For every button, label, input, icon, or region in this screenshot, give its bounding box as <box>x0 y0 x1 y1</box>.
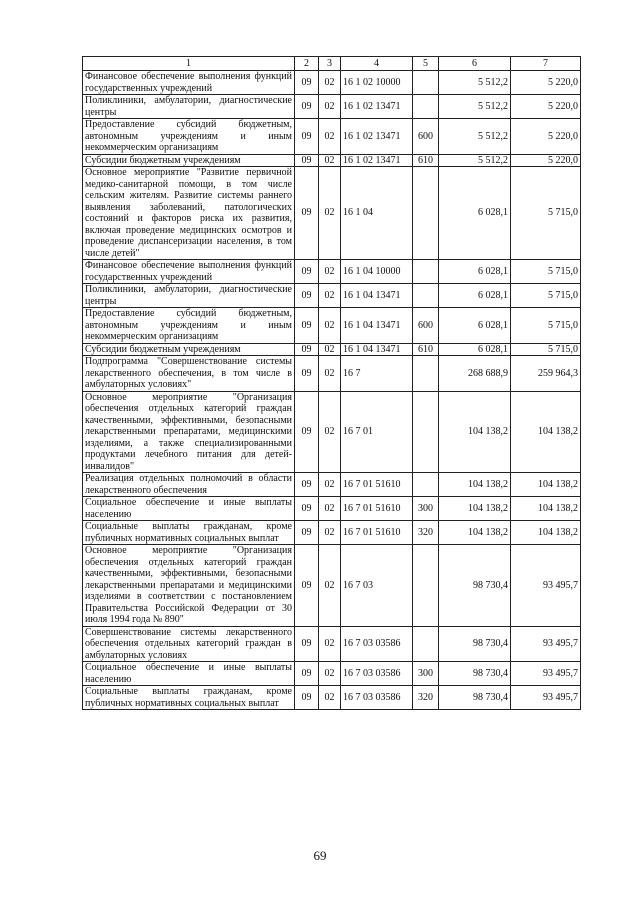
section-code-cell: 09 <box>295 521 319 545</box>
amount-year2-cell: 5 220,0 <box>511 95 581 119</box>
expense-type-cell <box>413 356 439 392</box>
header-row <box>83 57 581 71</box>
expense-type-cell: 320 <box>413 521 439 545</box>
row-name-cell: Основное мероприятие "Организация обеспечения отдельных категорий граждан качественными, эффективными, безопасными лекарственными препаратами и медицинскими изделиями в соответствии с постановлением Правительства Российской Федерации от 30 июля 1994 года № 890" <box>83 545 295 627</box>
section-code-cell: 09 <box>295 391 319 473</box>
amount-year2-cell: 5 220,0 <box>511 71 581 95</box>
expense-type-cell <box>413 545 439 627</box>
table-row <box>83 343 581 356</box>
expense-type-cell <box>413 71 439 95</box>
amount-year1-cell: 104 138,2 <box>439 391 511 473</box>
amount-year2-cell: 5 715,0 <box>511 343 581 356</box>
amount-year1-cell: 98 730,4 <box>439 626 511 662</box>
amount-year1-cell: 5 512,2 <box>439 154 511 167</box>
subsection-code-cell: 02 <box>319 167 341 260</box>
row-name-cell: Предоставление субсидий бюджетным, автономным учреждениям и иным некоммерческим организациям <box>83 119 295 155</box>
amount-year1-cell: 6 028,1 <box>439 284 511 308</box>
section-code-cell: 09 <box>295 71 319 95</box>
target-article-cell: 16 1 04 13471 <box>341 284 413 308</box>
row-name-cell: Предоставление субсидий бюджетным, автономным учреждениям и иным некоммерческим организациям <box>83 308 295 344</box>
table-row <box>83 284 581 308</box>
expense-type-cell: 610 <box>413 343 439 356</box>
target-article-cell: 16 1 04 <box>341 167 413 260</box>
target-article-cell: 16 7 01 <box>341 391 413 473</box>
row-name-cell: Подпрограмма "Совершенствование системы лекарственного обеспечения, в том числе в амбулаторных условиях" <box>83 356 295 392</box>
subsection-code-cell: 02 <box>319 119 341 155</box>
section-code-cell: 09 <box>295 497 319 521</box>
amount-year2-cell: 5 715,0 <box>511 284 581 308</box>
target-article-cell: 16 1 02 13471 <box>341 154 413 167</box>
subsection-code-cell: 02 <box>319 521 341 545</box>
section-code-cell: 09 <box>295 284 319 308</box>
target-article-cell: 16 7 03 03586 <box>341 626 413 662</box>
row-name-cell: Основное мероприятие "Организация обеспечения отдельных категорий граждан качественными, эффективными, безопасными лекарственными препаратами, медицинскими изделиями, а также специализированными продуктами лечебного питания для детей-инвалидов" <box>83 391 295 473</box>
table-row <box>83 686 581 710</box>
table-row <box>83 391 581 473</box>
target-article-cell: 16 7 03 03586 <box>341 662 413 686</box>
amount-year1-cell: 98 730,4 <box>439 545 511 627</box>
row-name-cell: Реализация отдельных полномочий в области лекарственного обеспечения <box>83 473 295 497</box>
amount-year1-cell: 5 512,2 <box>439 119 511 155</box>
amount-year2-cell: 93 495,7 <box>511 686 581 710</box>
table-row <box>83 95 581 119</box>
target-article-cell: 16 7 01 51610 <box>341 497 413 521</box>
subsection-code-cell: 02 <box>319 545 341 627</box>
column-header: 6 <box>439 57 511 71</box>
column-header: 4 <box>341 57 413 71</box>
target-article-cell: 16 1 02 13471 <box>341 95 413 119</box>
amount-year2-cell: 5 220,0 <box>511 119 581 155</box>
target-article-cell: 16 7 03 <box>341 545 413 627</box>
section-code-cell: 09 <box>295 154 319 167</box>
table-row <box>83 662 581 686</box>
expense-type-cell: 610 <box>413 154 439 167</box>
expense-type-cell: 300 <box>413 497 439 521</box>
row-name-cell: Субсидии бюджетным учреждениям <box>83 343 295 356</box>
expense-type-cell <box>413 473 439 497</box>
amount-year2-cell: 104 138,2 <box>511 497 581 521</box>
table-row <box>83 545 581 627</box>
target-article-cell: 16 7 01 51610 <box>341 521 413 545</box>
amount-year2-cell: 5 220,0 <box>511 154 581 167</box>
target-article-cell: 16 1 04 13471 <box>341 308 413 344</box>
amount-year1-cell: 6 028,1 <box>439 167 511 260</box>
subsection-code-cell: 02 <box>319 154 341 167</box>
section-code-cell: 09 <box>295 308 319 344</box>
section-code-cell: 09 <box>295 662 319 686</box>
amount-year2-cell: 93 495,7 <box>511 662 581 686</box>
row-name-cell: Совершенствование системы лекарственного обеспечения отдельных категорий граждан в амбулаторных условиях <box>83 626 295 662</box>
section-code-cell: 09 <box>295 626 319 662</box>
expense-type-cell: 320 <box>413 686 439 710</box>
table-row <box>83 473 581 497</box>
row-name-cell: Социальное обеспечение и иные выплаты населению <box>83 497 295 521</box>
column-header: 7 <box>511 57 581 71</box>
row-name-cell: Финансовое обеспечение выполнения функций государственных учреждений <box>83 260 295 284</box>
subsection-code-cell: 02 <box>319 95 341 119</box>
section-code-cell: 09 <box>295 545 319 627</box>
target-article-cell: 16 1 04 10000 <box>341 260 413 284</box>
expense-type-cell <box>413 260 439 284</box>
table-row <box>83 308 581 344</box>
expense-type-cell <box>413 391 439 473</box>
column-header: 5 <box>413 57 439 71</box>
row-name-cell: Субсидии бюджетным учреждениям <box>83 154 295 167</box>
amount-year1-cell: 5 512,2 <box>439 95 511 119</box>
expense-type-cell <box>413 167 439 260</box>
column-header: 2 <box>295 57 319 71</box>
column-header: 1 <box>83 57 295 71</box>
target-article-cell: 16 7 03 03586 <box>341 686 413 710</box>
amount-year2-cell: 5 715,0 <box>511 167 581 260</box>
amount-year1-cell: 6 028,1 <box>439 308 511 344</box>
subsection-code-cell: 02 <box>319 626 341 662</box>
amount-year2-cell: 104 138,2 <box>511 521 581 545</box>
amount-year1-cell: 268 688,9 <box>439 356 511 392</box>
amount-year2-cell: 5 715,0 <box>511 308 581 344</box>
amount-year1-cell: 6 028,1 <box>439 260 511 284</box>
target-article-cell: 16 7 01 51610 <box>341 473 413 497</box>
table-row <box>83 521 581 545</box>
table-row <box>83 260 581 284</box>
amount-year1-cell: 5 512,2 <box>439 71 511 95</box>
table-row <box>83 154 581 167</box>
subsection-code-cell: 02 <box>319 284 341 308</box>
row-name-cell: Поликлиники, амбулатории, диагностические центры <box>83 284 295 308</box>
page-number: 69 <box>313 848 327 863</box>
section-code-cell: 09 <box>295 686 319 710</box>
expense-type-cell: 300 <box>413 662 439 686</box>
amount-year1-cell: 104 138,2 <box>439 473 511 497</box>
table-body <box>83 71 581 710</box>
subsection-code-cell: 02 <box>319 497 341 521</box>
row-name-cell: Основное мероприятие "Развитие первичной медико-санитарной помощи, в том числе сельским жителям. Развитие системы раннего выявления заболеваний, патологических состояний и факторов риска их развития, включая проведение медицинских осмотров и проведение диспансеризации населения, в том числе детей" <box>83 167 295 260</box>
target-article-cell: 16 1 02 13471 <box>341 119 413 155</box>
subsection-code-cell: 02 <box>319 391 341 473</box>
section-code-cell: 09 <box>295 473 319 497</box>
table-row <box>83 356 581 392</box>
table-row <box>83 167 581 260</box>
subsection-code-cell: 02 <box>319 662 341 686</box>
table-row <box>83 71 581 95</box>
expense-type-cell: 600 <box>413 119 439 155</box>
amount-year1-cell: 104 138,2 <box>439 497 511 521</box>
subsection-code-cell: 02 <box>319 356 341 392</box>
subsection-code-cell: 02 <box>319 308 341 344</box>
table-row <box>83 626 581 662</box>
section-code-cell: 09 <box>295 95 319 119</box>
section-code-cell: 09 <box>295 343 319 356</box>
budget-table <box>82 56 581 710</box>
amount-year1-cell: 98 730,4 <box>439 662 511 686</box>
table-row <box>83 119 581 155</box>
target-article-cell: 16 1 02 10000 <box>341 71 413 95</box>
section-code-cell: 09 <box>295 356 319 392</box>
subsection-code-cell: 02 <box>319 260 341 284</box>
row-name-cell: Финансовое обеспечение выполнения функций государственных учреждений <box>83 71 295 95</box>
section-code-cell: 09 <box>295 260 319 284</box>
amount-year1-cell: 104 138,2 <box>439 521 511 545</box>
amount-year1-cell: 98 730,4 <box>439 686 511 710</box>
subsection-code-cell: 02 <box>319 343 341 356</box>
amount-year1-cell: 6 028,1 <box>439 343 511 356</box>
row-name-cell: Социальное обеспечение и иные выплаты населению <box>83 662 295 686</box>
amount-year2-cell: 93 495,7 <box>511 626 581 662</box>
amount-year2-cell: 259 964,3 <box>511 356 581 392</box>
row-name-cell: Социальные выплаты гражданам, кроме публичных нормативных социальных выплат <box>83 521 295 545</box>
amount-year2-cell: 93 495,7 <box>511 545 581 627</box>
row-name-cell: Поликлиники, амбулатории, диагностические центры <box>83 95 295 119</box>
amount-year2-cell: 104 138,2 <box>511 473 581 497</box>
table-row <box>83 497 581 521</box>
expense-type-cell <box>413 626 439 662</box>
column-header: 3 <box>319 57 341 71</box>
section-code-cell: 09 <box>295 119 319 155</box>
subsection-code-cell: 02 <box>319 686 341 710</box>
subsection-code-cell: 02 <box>319 71 341 95</box>
row-name-cell: Социальные выплаты гражданам, кроме публичных нормативных социальных выплат <box>83 686 295 710</box>
expense-type-cell <box>413 284 439 308</box>
expense-type-cell <box>413 95 439 119</box>
target-article-cell: 16 7 <box>341 356 413 392</box>
expense-type-cell: 600 <box>413 308 439 344</box>
subsection-code-cell: 02 <box>319 473 341 497</box>
section-code-cell: 09 <box>295 167 319 260</box>
amount-year2-cell: 5 715,0 <box>511 260 581 284</box>
target-article-cell: 16 1 04 13471 <box>341 343 413 356</box>
amount-year2-cell: 104 138,2 <box>511 391 581 473</box>
